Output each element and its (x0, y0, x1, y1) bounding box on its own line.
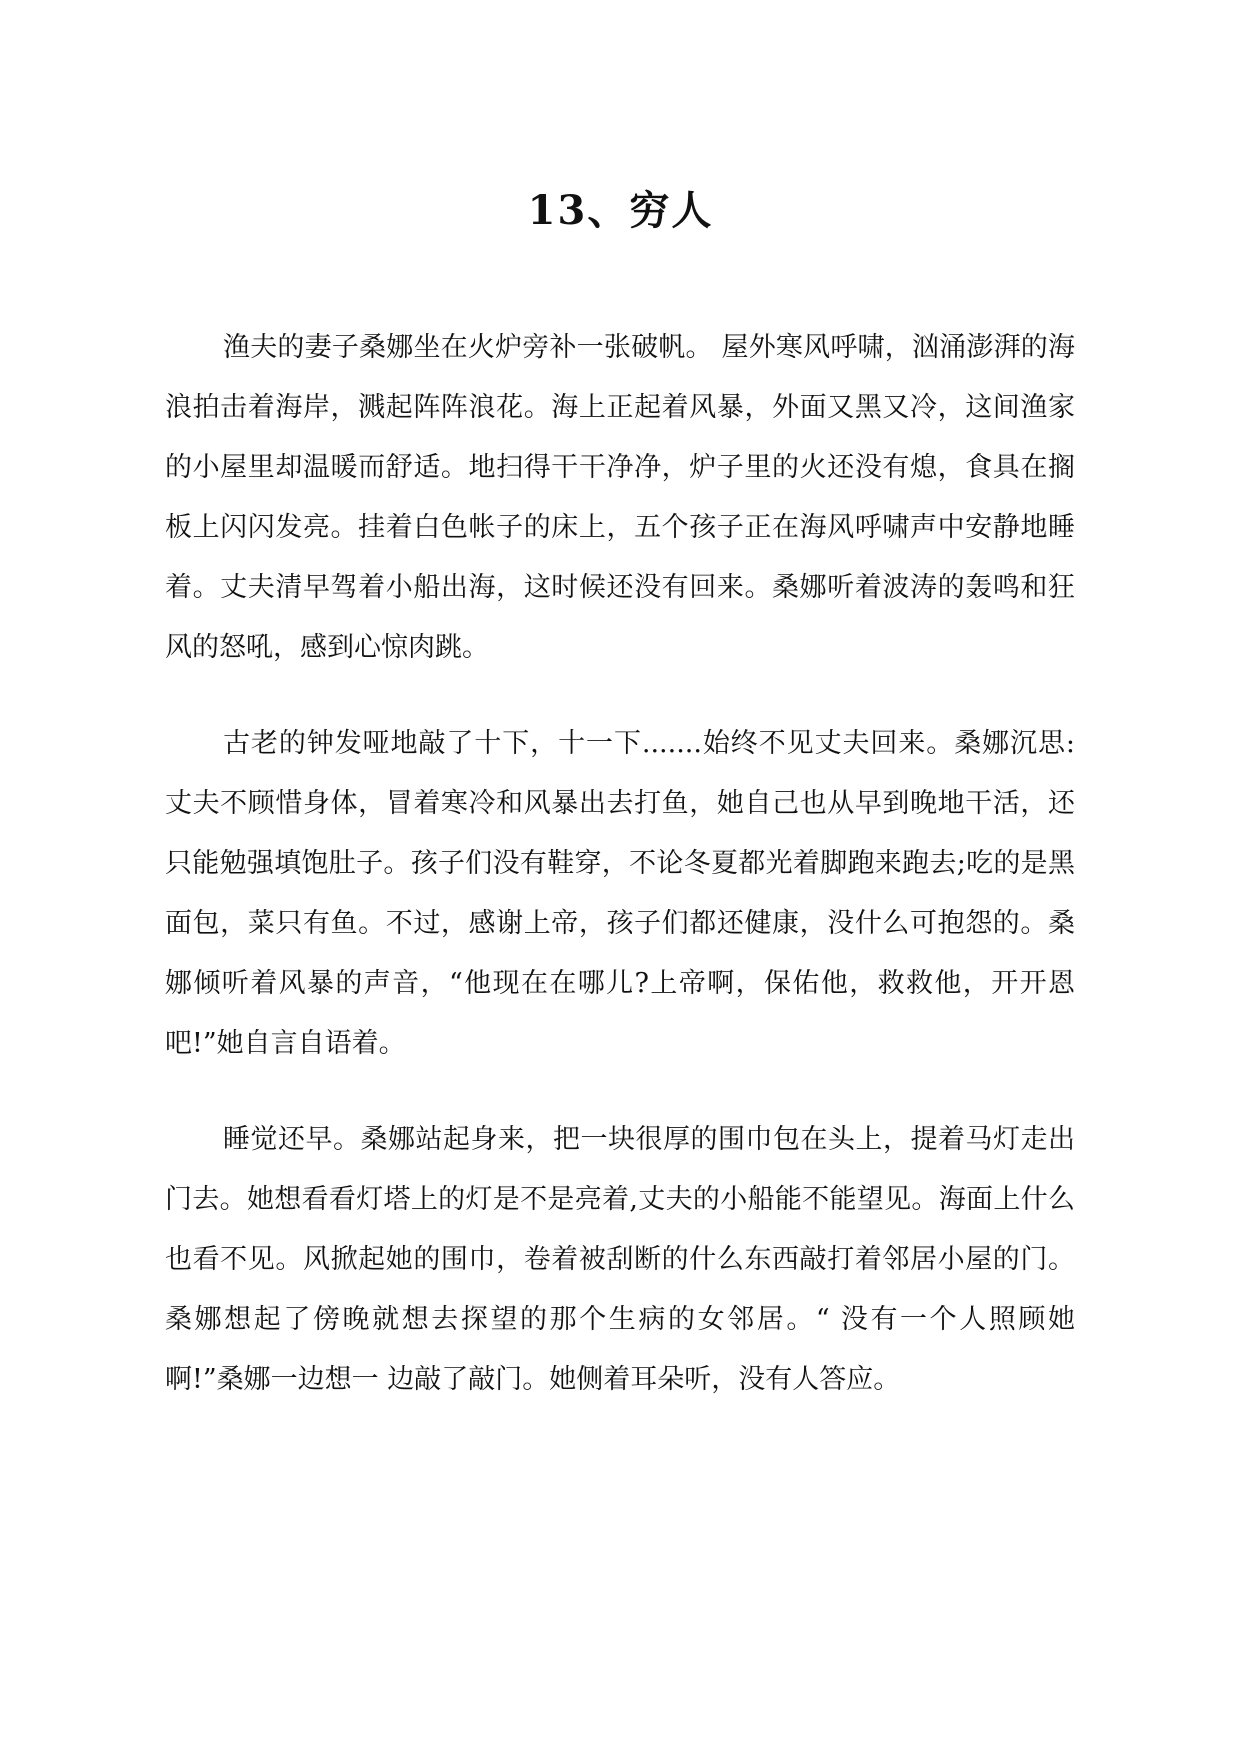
paragraph-2: 古老的钟发哑地敲了十下，十一下.......始终不见丈夫回来。桑娜沉思:丈夫不顾惜身体，冒着寒冷和风暴出去打鱼，她自己也从早到晚地干活，还只能勉强填饱肚子。孩子们没有鞋穿，不论冬夏都光着脚跑来跑去;吃的是黑面包，菜只有鱼。不过，感谢上帝，孩子们都还健康，没什么可抱怨的。桑娜倾听着风暴的声音，“他现在在哪儿?上帝啊，保佑他，救救他，开开恩吧!”她自言自语着。 (165, 728, 1075, 1059)
paragraph-1: 渔夫的妻子桑娜坐在火炉旁补一张破帆。 屋外寒风呼啸，汹涌澎湃的海浪拍击着海岸，溅起阵阵浪花。海上正起着风暴，外面又黑又冷，这间渔家的小屋里却温暖而舒适。地扫得干干净净，炉子里的火还没有熄，食具在搁板上闪闪发亮。挂着白色帐子的床上，五个孩子正在海风呼啸声中安静地睡着。丈夫清早驾着小船出海，这时候还没有回来。桑娜听着波涛的轰鸣和狂风的怒吼，感到心惊肉跳。 (165, 332, 1075, 663)
body-text (165, 318, 1075, 1446)
paragraph-3: 睡觉还早。桑娜站起身来，把一块很厚的围巾包在头上，提着马灯走出门去。她想看看灯塔上的灯是不是亮着,丈夫的小船能不能望见。海面上什么也看不见。风掀起她的围巾，卷着被刮断的什么东西敲打着邻居小屋的门。桑娜想起了傍晚就想去探望的那个生病的女邻居。“ 没有一个人照顾她啊!”桑娜一边想一 边敲了敲门。她侧着耳朵听，没有人答应。 (165, 1124, 1075, 1395)
page-title: 13、穷人 (527, 186, 714, 234)
